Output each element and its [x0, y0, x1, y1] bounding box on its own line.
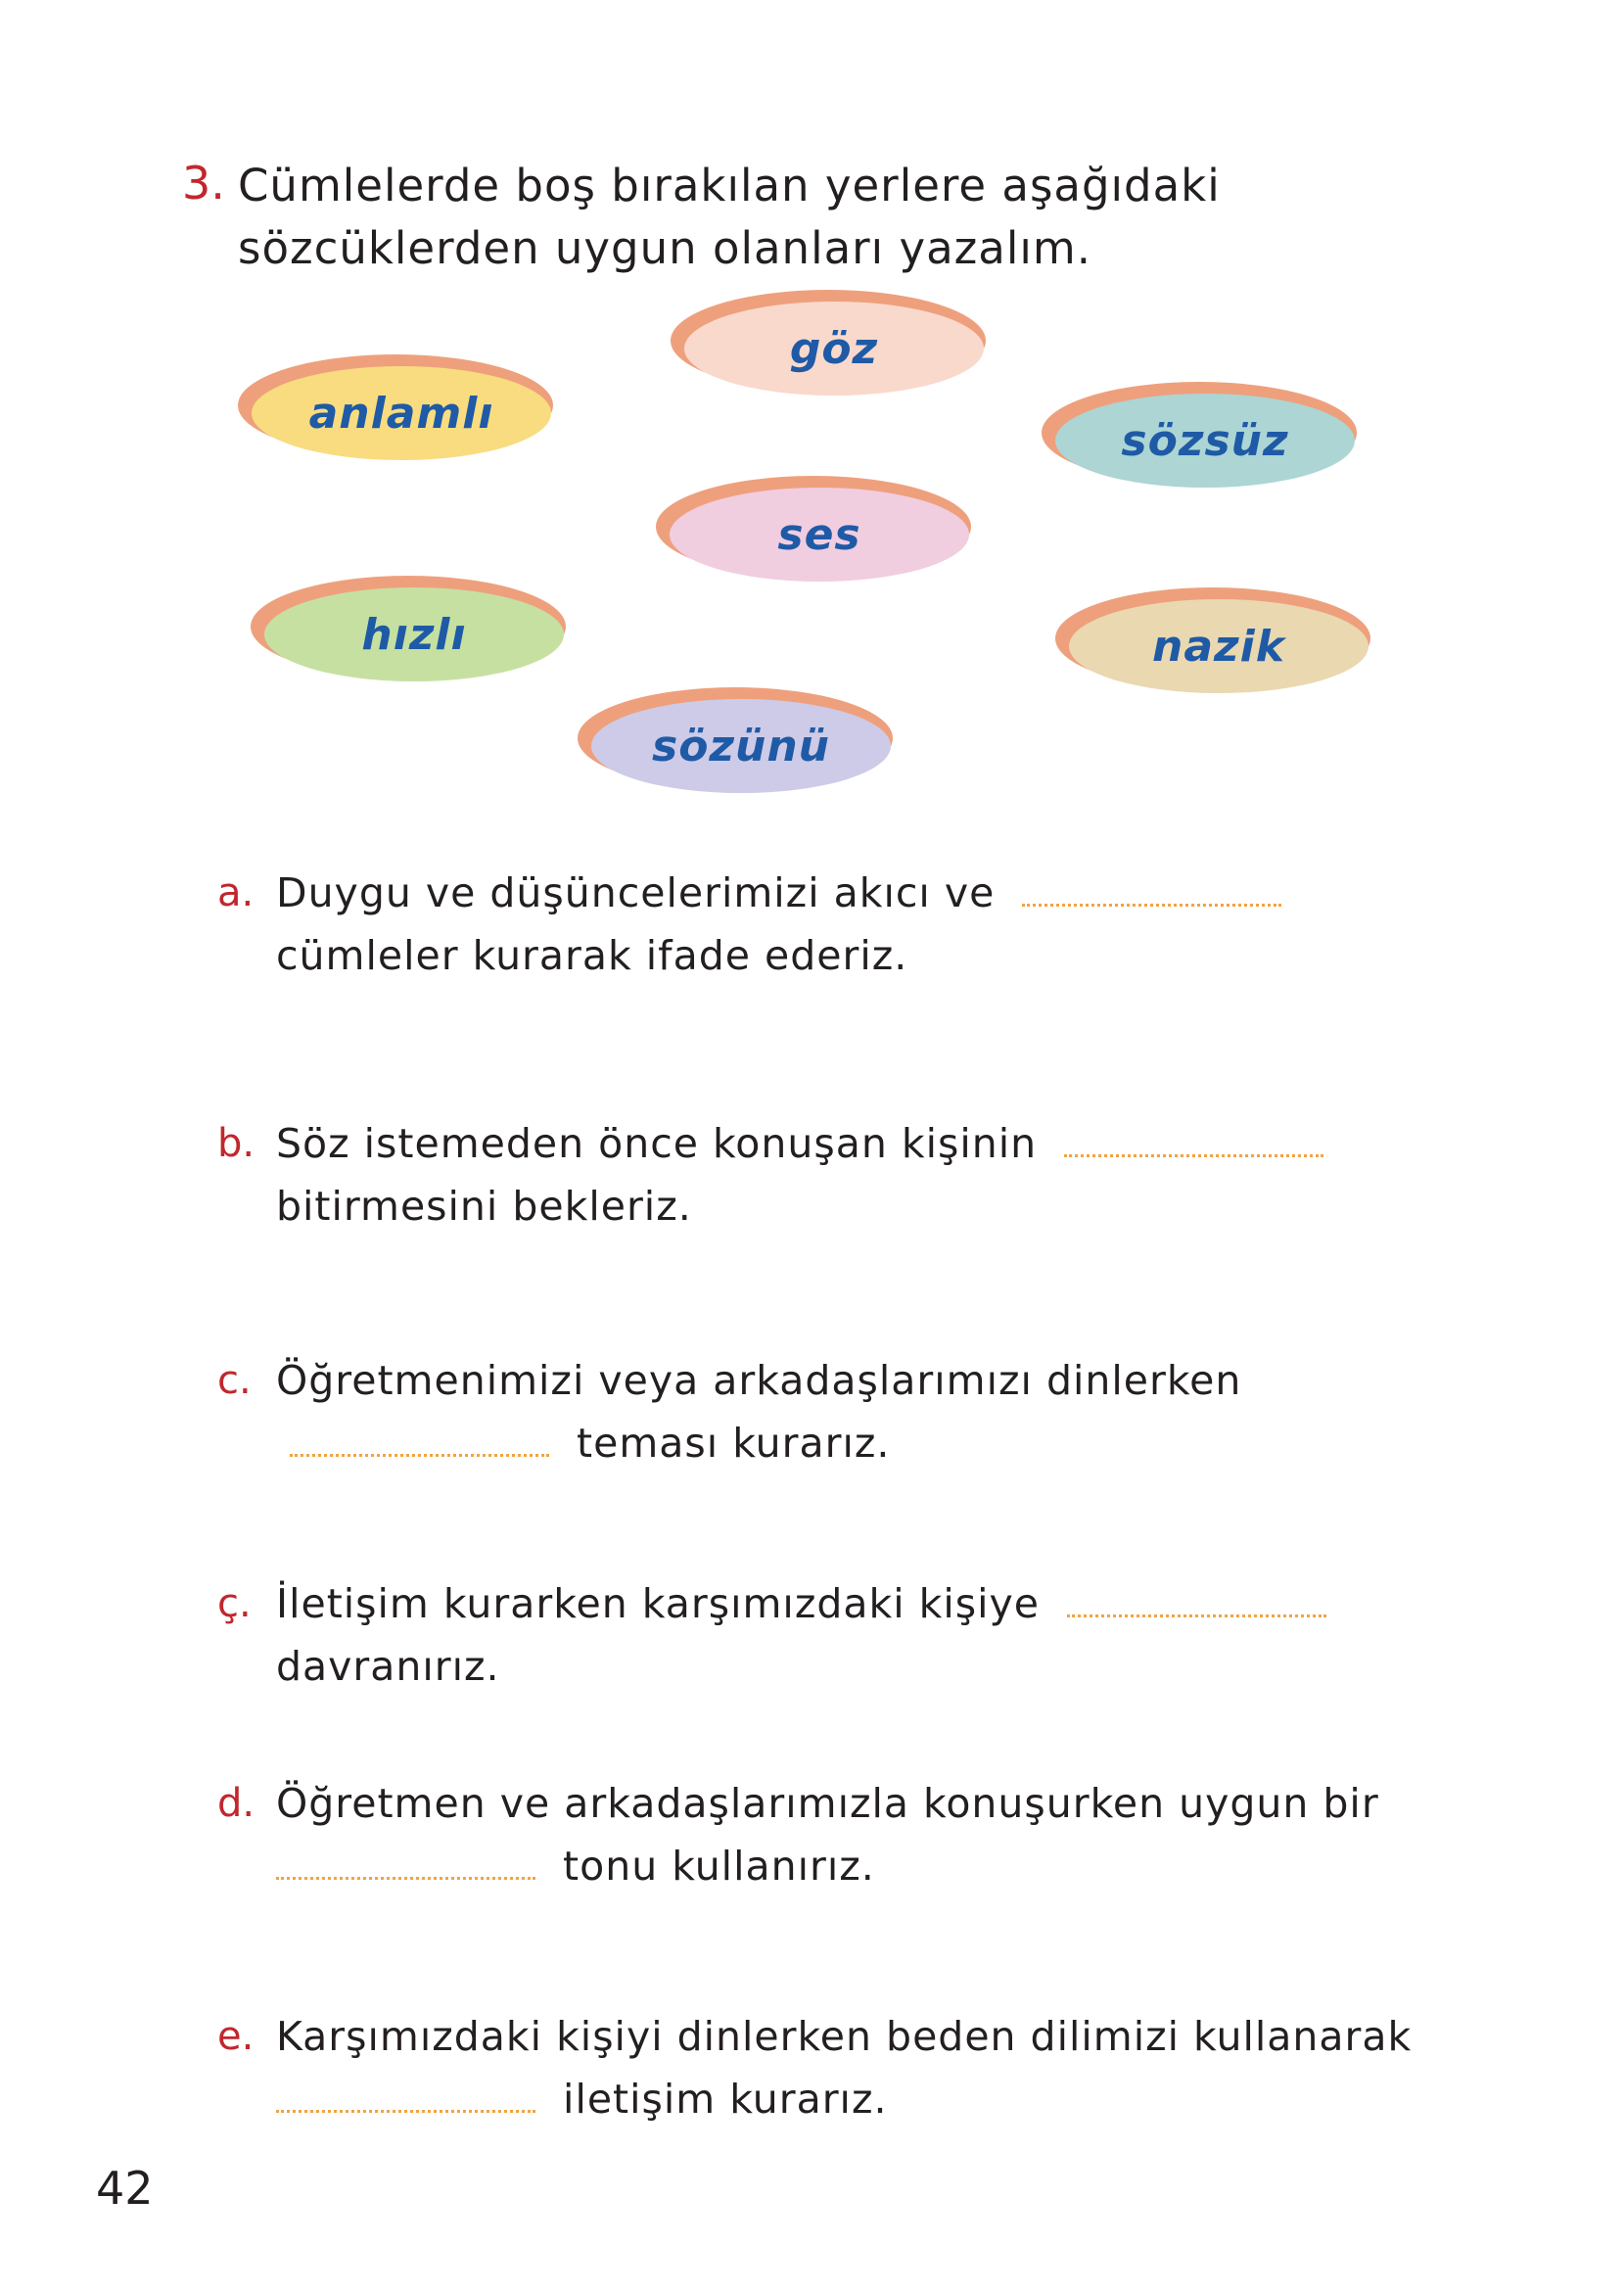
sentence-before: Karşımızdaki kişiyi dinlerken beden dilimizi kullanarak: [276, 2013, 1413, 2060]
word-pill-sozsuz[interactable]: [1042, 382, 1365, 488]
sentence-before: Öğretmenimizi veya arkadaşlarımızı dinlerken: [276, 1357, 1242, 1404]
sentence-before: Öğretmen ve arkadaşlarımızla konuşurken uygun bir: [276, 1780, 1379, 1827]
sentence-after: davranırız.: [276, 1643, 500, 1690]
sentence-after: tonu kullanırız.: [563, 1843, 875, 1890]
item-sentence: [276, 1572, 1441, 1698]
pill-word: hızlı: [361, 609, 467, 660]
pill-word: sözünü: [652, 721, 830, 771]
sentence-before: İletişim kurarken karşımızdaki kişiye: [276, 1580, 1041, 1627]
question-number: 3.: [182, 157, 225, 210]
sentence-after: teması kurarız.: [577, 1420, 891, 1467]
pill-word: nazik: [1152, 621, 1285, 672]
answer-blank[interactable]: [1067, 1585, 1326, 1617]
item-sentence: [276, 1349, 1441, 1474]
answer-blank[interactable]: [1022, 874, 1281, 907]
word-pill-ses[interactable]: [656, 476, 979, 582]
item-letter: b.: [217, 1121, 255, 1166]
word-pill-goz[interactable]: [671, 290, 994, 396]
item-sentence: [276, 1112, 1441, 1238]
item-sentence: [276, 1772, 1441, 1897]
page-number: 42: [96, 2162, 154, 2215]
sentence-after: bitirmesini bekleriz.: [276, 1183, 692, 1230]
item-letter: c.: [217, 1358, 252, 1403]
word-pill-hizli[interactable]: [251, 576, 574, 681]
pill-word: anlamlı: [308, 388, 494, 439]
pill-word: ses: [777, 509, 861, 560]
pill-word: göz: [789, 323, 879, 374]
item-letter: a.: [217, 870, 255, 915]
word-pill-nazik[interactable]: [1055, 587, 1378, 693]
item-letter: ç.: [217, 1581, 252, 1626]
sentence-after: cümleler kurarak ifade ederiz.: [276, 932, 908, 979]
sentence-before: Söz istemeden önce konuşan kişinin: [276, 1120, 1038, 1167]
item-sentence: [276, 2005, 1441, 2130]
answer-blank[interactable]: [276, 2081, 535, 2113]
word-pill-anlamli[interactable]: [238, 354, 561, 460]
pill-word: sözsüz: [1121, 415, 1289, 466]
sentence-after: iletişim kurarız.: [563, 2076, 888, 2123]
item-letter: d.: [217, 1781, 255, 1826]
sentence-before: Duygu ve düşüncelerimizi akıcı ve: [276, 869, 996, 916]
answer-blank[interactable]: [1064, 1125, 1323, 1157]
answer-blank[interactable]: [290, 1425, 549, 1457]
question-instruction: Cümlelerde boş bırakılan yerlere aşağıdaki sözcüklerden uygun olanları yazalım.: [238, 160, 1221, 274]
item-letter: e.: [217, 2014, 255, 2059]
answer-blank[interactable]: [276, 1847, 535, 1880]
word-pill-sozunu[interactable]: [578, 687, 901, 793]
item-sentence: [276, 862, 1441, 987]
